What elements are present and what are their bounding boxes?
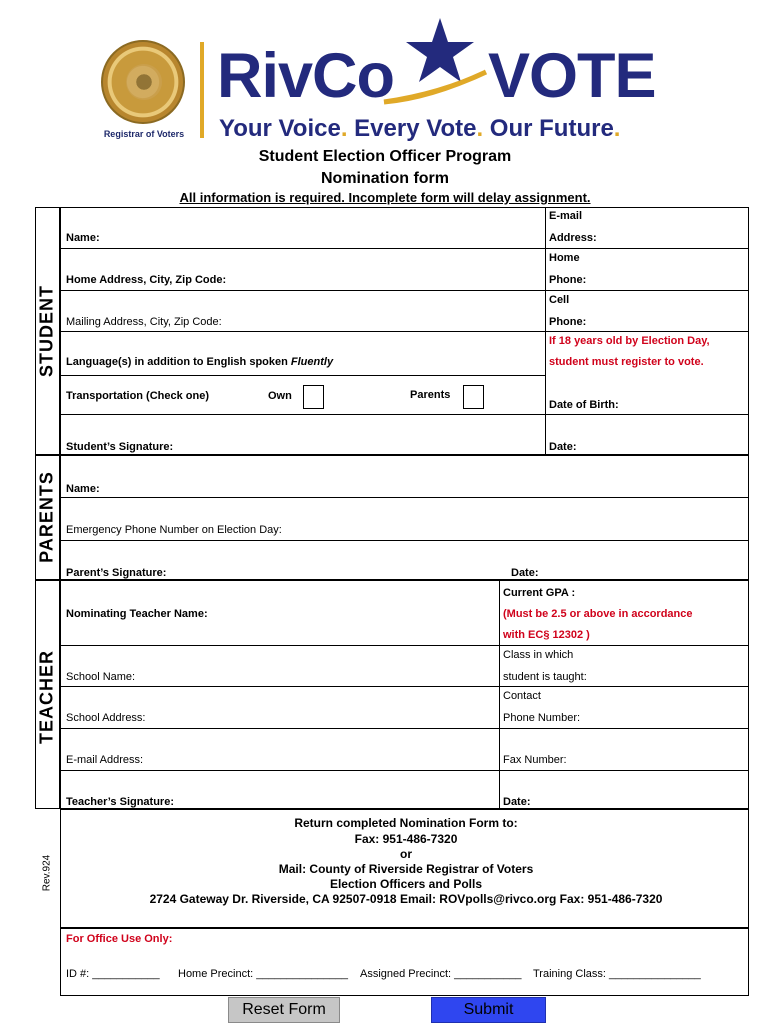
student-section-label: STUDENT [36, 285, 57, 377]
school-name-label: School Name: [66, 671, 136, 683]
seal-caption: Registrar of Voters [103, 129, 185, 139]
gpa-note: with EC§ 12302 ) [503, 629, 590, 641]
office-id-field: ID #: ___________ [66, 968, 160, 980]
dob-label: Date of Birth: [549, 399, 619, 411]
form-subtitle: Nomination form [321, 170, 449, 187]
home-phone-label: Home [549, 252, 580, 264]
student-email-label: Address: [549, 232, 597, 244]
student-name-label: Name: [66, 232, 100, 244]
parent-name-label: Name: [66, 483, 100, 495]
form-title: Student Election Officer Program [258, 148, 512, 165]
register-note: If 18 years old by Election Day, [549, 335, 710, 347]
parents-section [60, 455, 749, 580]
parent-signature-label: Parent’s Signature: [66, 567, 167, 579]
return-fax: Fax: 951-486-7320 [354, 832, 458, 846]
own-option-label: Own [268, 390, 292, 402]
fax-number-label: Fax Number: [503, 754, 567, 766]
parents-checkbox[interactable] [463, 385, 484, 409]
office-training-class: Training Class: _______________ [533, 968, 701, 980]
class-taught-label: Class in which [503, 649, 574, 661]
languages-emphasis: Fluently [290, 356, 334, 368]
gpa-label: Current GPA : [503, 587, 576, 599]
student-date-label: Date: [549, 441, 577, 453]
languages-label [66, 356, 333, 368]
tagline-dot: . [476, 115, 484, 142]
return-mail: Mail: County of Riverside Registrar of Voters [278, 862, 534, 876]
parents-option-label: Parents [410, 389, 451, 401]
tagline-part: Our Future [489, 115, 614, 142]
county-seal-logo [101, 40, 185, 124]
swoosh-icon [380, 68, 490, 108]
return-address: 2724 Gateway Dr. Riverside, CA 92507-0918 Email: ROVpolls@rivco.org Fax: 951-486-7320 [149, 892, 663, 906]
cell-phone-label: Cell [549, 294, 570, 306]
parent-date-label: Date: [511, 567, 539, 579]
class-taught-label: student is taught: [503, 671, 587, 683]
mailing-address-label: Mailing Address, City, Zip Code: [66, 316, 222, 328]
school-address-label: School Address: [66, 712, 146, 724]
required-notice: All information is required. Incomplete form will delay assignment. [179, 190, 591, 205]
reset-form-button[interactable]: Reset Form [228, 997, 340, 1023]
logo-vote: VOTE [488, 41, 656, 111]
tagline [219, 115, 620, 143]
return-or: or [400, 847, 412, 861]
tagline-part: Every Vote [354, 115, 477, 142]
contact-phone-label: Phone Number: [503, 712, 581, 724]
revision-label: Rev.924 [41, 854, 53, 892]
student-signature-label: Student’s Signature: [66, 441, 174, 453]
return-line: Return completed Nomination Form to: [294, 816, 518, 830]
parents-section-label: PARENTS [36, 471, 57, 563]
tagline-dot: . [613, 115, 621, 142]
teacher-date-label: Date: [503, 796, 531, 808]
office-home-precinct: Home Precinct: _______________ [178, 968, 349, 980]
contact-phone-label: Contact [503, 690, 541, 702]
home-address-label: Home Address, City, Zip Code: [66, 274, 227, 286]
return-dept: Election Officers and Polls [329, 877, 483, 891]
logo-rivco: RivCo [217, 41, 395, 111]
office-use-heading: For Office Use Only: [66, 933, 173, 945]
student-email-label: E-mail [549, 210, 583, 222]
teacher-name-label: Nominating Teacher Name: [66, 608, 208, 620]
teacher-email-label: E-mail Address: [66, 754, 144, 766]
cell-phone-label: Phone: [549, 316, 587, 328]
gpa-note: (Must be 2.5 or above in accordance [503, 608, 693, 620]
transportation-label: Transportation (Check one) [66, 390, 210, 402]
tagline-part: Your Voice [219, 115, 341, 142]
submit-button[interactable]: Submit [431, 997, 546, 1023]
logo-divider [200, 42, 204, 138]
office-assigned-precinct: Assigned Precinct: ___________ [360, 968, 522, 980]
home-phone-label: Phone: [549, 274, 587, 286]
tagline-dot: . [340, 115, 348, 142]
teacher-section-label: TEACHER [36, 649, 57, 745]
emergency-phone-label: Emergency Phone Number on Election Day: [66, 524, 282, 536]
register-note: student must register to vote. [549, 356, 704, 368]
teacher-signature-label: Teacher’s Signature: [66, 796, 174, 808]
languages-text: Language(s) in addition to English spoken [66, 356, 288, 368]
own-checkbox[interactable] [303, 385, 324, 409]
